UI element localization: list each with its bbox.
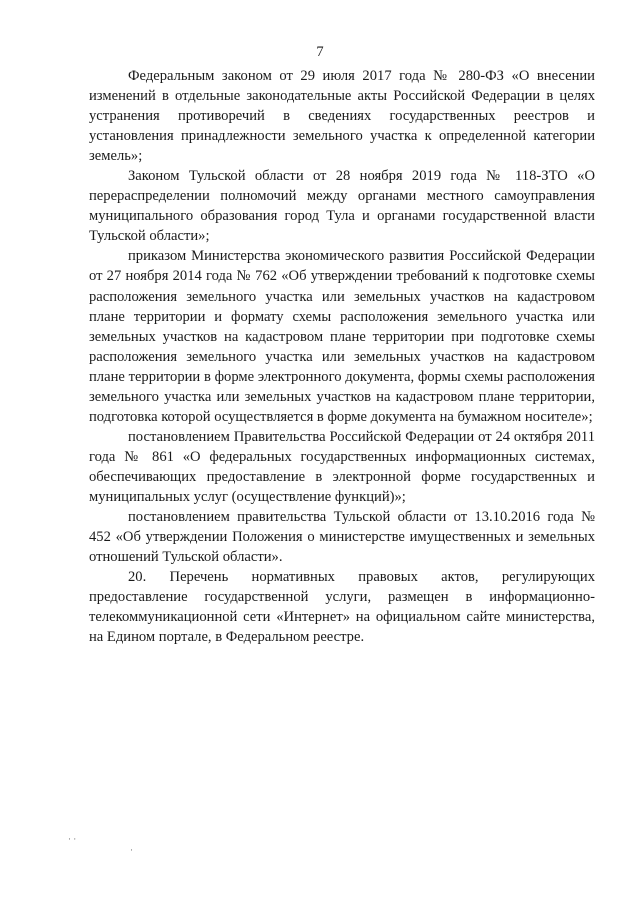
scan-speck: · [130,845,133,855]
paragraph-item-20: 20. Перечень нормативных правовых актов, регулирующих предоставление государственной услуги, размещен в информационно-телекоммуникационной сети «Интернет» на официальном сайте министерства, на Едином портале, в Федеральном реестре. [89,569,595,646]
paragraph-tula-decree-452: постановлением правительства Тульской области от 13.10.2016 года № 452 «Об утверждении Положения о министерстве имущественных и земельных отношений Тульской области». [89,509,595,566]
paragraph-decree-861: постановлением Правительства Российской Федерации от 24 октября 2011 года № 861 «О федеральных государственных информационных системах, обеспечивающих предоставление в электронной форме государственных и муниципальных услуг (осуществление функций)»; [89,428,595,505]
document-body [89,66,595,647]
scan-speck: · · [68,834,77,844]
paragraph-order-762: приказом Министерства экономического развития Российской Федерации от 27 ноября 2014 года № 762 «Об утверждении требований к подготовке схемы расположения земельного участка или земельных участков на кадастровом плане территории и формату схемы расположения земельного участка или земельных участков на кадастровом плане территории при подготовке схемы расположения земельного участка или земельных участков на кадастровом плане территории в форме электронного документа, формы схемы расположения земельного участка или земельных участков на кадастровом плане территории, подготовка которой осуществляется в форме документа на бумажном носителе»; [89,248,595,425]
page-number: 7 [316,44,324,60]
paragraph-federal-law-280: Федеральным законом от 29 июля 2017 года № 280-ФЗ «О внесении изменений в отдельные законодательные акты Российской Федерации в целях устранения противоречий в сведениях государственных реестров и установления принадлежности земельного участка к определенной категории земель»; [89,68,595,165]
paragraph-tula-law-118: Законом Тульской области от 28 ноября 2019 года № 118-ЗТО «О перераспределении полномочий между органами местного самоуправления муниципального образования город Тула и органами государственной власти Тульской области»; [89,168,595,245]
